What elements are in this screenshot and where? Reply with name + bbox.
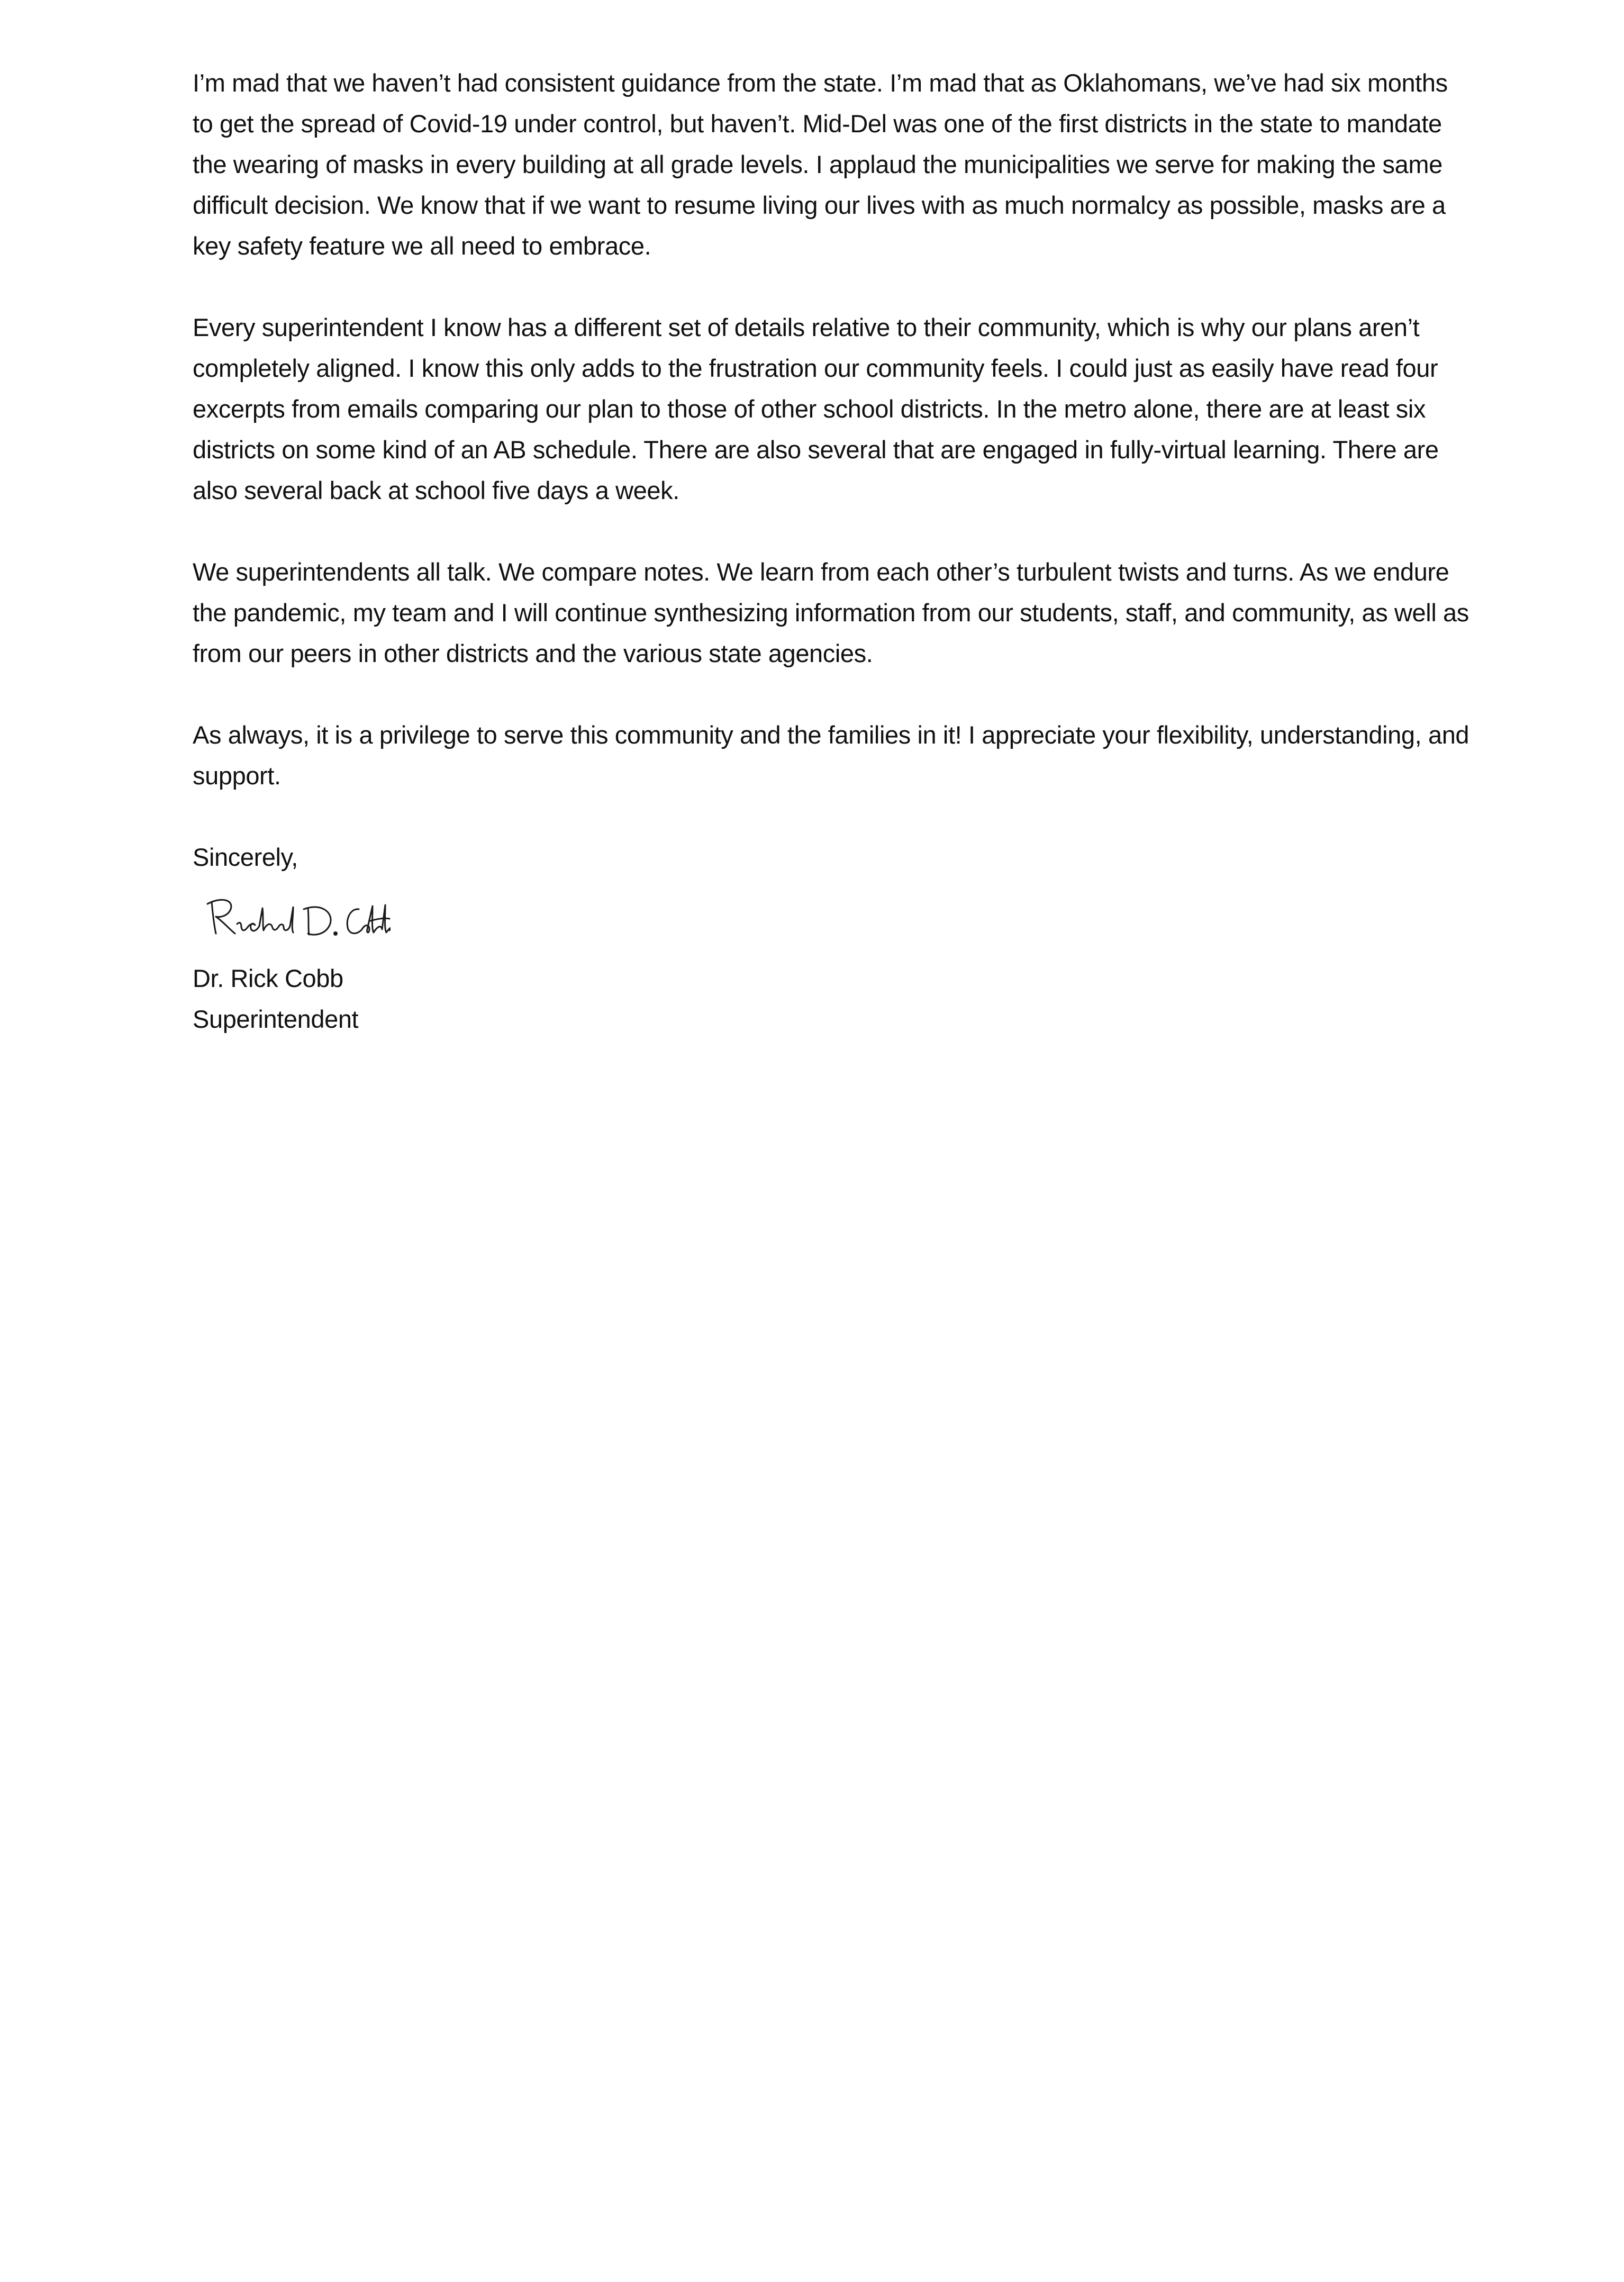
letter-body xyxy=(193,62,1473,1039)
signature-block xyxy=(193,958,1473,1039)
signer-name: Dr. Rick Cobb xyxy=(193,964,343,992)
signer-title: Superintendent xyxy=(193,1005,359,1033)
handwritten-signature xyxy=(200,887,391,950)
paragraph-1: I’m mad that we haven’t had consistent guidance from the state. I’m mad that as Oklahomans, we’ve had six months to get the spread of Covid-19 under control, but haven’t. Mid-Del was one of the first districts in the state to mandate the wearing of masks in every building at all grade levels. I applaud the municipalities we serve for making the same difficult decision. We know that if we want to resume living our lives with as much normalcy as possible, masks are a key safety feature we all need to embrace. xyxy=(193,69,1448,260)
paragraph-2: Every superintendent I know has a different set of details relative to their community, which is why our plans aren’t completely aligned. I know this only adds to the frustration our community feels. I could just as easily have read four excerpts from emails comparing our plan to those of other school districts. In the metro alone, there are at least six districts on some kind of an AB schedule. There are also several that are engaged in fully-virtual learning. There are also several back at school five days a week. xyxy=(193,313,1439,504)
closing-salutation: Sincerely, xyxy=(193,843,298,871)
paragraph-3: We superintendents all talk. We compare notes. We learn from each other’s turbulent twists and turns. As we endure the pandemic, my team and I will continue synthesizing information from our students, staff, and community, as well as from our peers in other districts and the various state agencies. xyxy=(193,558,1469,667)
paragraph-4: As always, it is a privilege to serve this community and the families in it! I appreciate your flexibility, understanding, and support. xyxy=(193,721,1469,790)
